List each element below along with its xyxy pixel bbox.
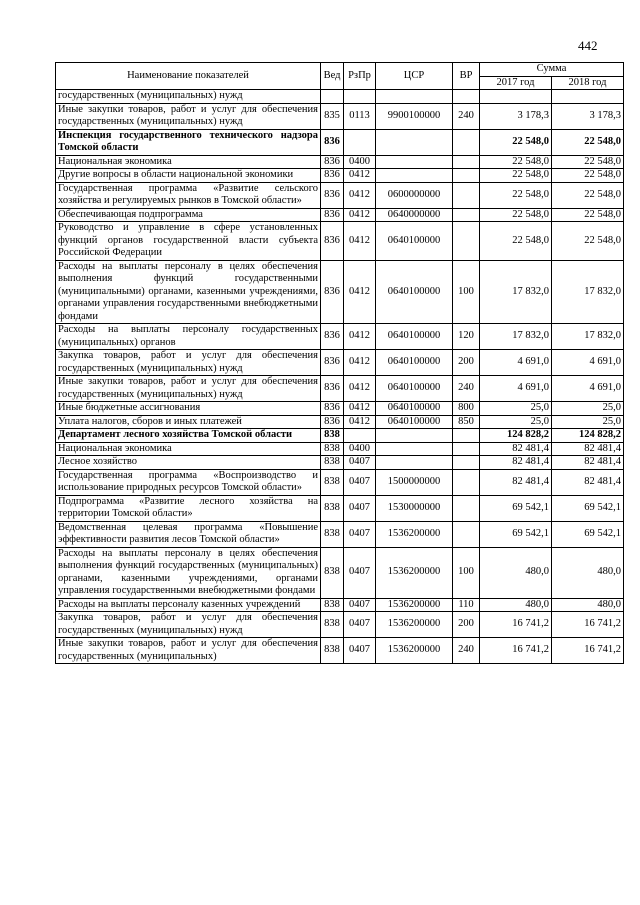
row-sum-2017-cell: 4 691,0 bbox=[480, 350, 552, 376]
row-sum-2017-cell: 3 178,3 bbox=[480, 103, 552, 129]
row-vr-cell bbox=[453, 521, 480, 547]
row-rzpr-cell: 0412 bbox=[344, 402, 376, 416]
row-sum-2017-cell: 124 828,2 bbox=[480, 429, 552, 443]
row-name-cell: Иные закупки товаров, работ и услуг для обеспечения государственных (муниципальных) нужд bbox=[56, 103, 321, 129]
row-rzpr-cell bbox=[344, 129, 376, 155]
row-vr-cell: 200 bbox=[453, 350, 480, 376]
row-sum-2018-cell: 22 548,0 bbox=[552, 155, 624, 169]
row-csr-cell: 1536200000 bbox=[376, 547, 453, 598]
row-csr-cell bbox=[376, 155, 453, 169]
row-rzpr-cell: 0412 bbox=[344, 208, 376, 222]
row-sum-2018-cell: 17 832,0 bbox=[552, 324, 624, 350]
row-ved-cell: 836 bbox=[321, 376, 344, 402]
row-sum-2018-cell: 3 178,3 bbox=[552, 103, 624, 129]
row-vr-cell bbox=[453, 469, 480, 495]
row-vr-cell: 100 bbox=[453, 547, 480, 598]
row-name-cell: Другие вопросы в области национальной экономики bbox=[56, 169, 321, 183]
table-row bbox=[56, 182, 624, 208]
row-name-cell: Руководство и управление в сфере установленных функций органов государственной власти субъекта Российской Федерации bbox=[56, 222, 321, 261]
row-sum-2018-cell: 22 548,0 bbox=[552, 169, 624, 183]
row-ved-cell: 836 bbox=[321, 324, 344, 350]
row-rzpr-cell: 0407 bbox=[344, 495, 376, 521]
row-vr-cell bbox=[453, 129, 480, 155]
table-row bbox=[56, 612, 624, 638]
header-year-2017: 2017 год bbox=[480, 76, 552, 90]
row-csr-cell: 0640100000 bbox=[376, 350, 453, 376]
table-row bbox=[56, 402, 624, 416]
row-rzpr-cell: 0407 bbox=[344, 612, 376, 638]
row-sum-2018-cell: 82 481,4 bbox=[552, 469, 624, 495]
table-row bbox=[56, 415, 624, 429]
row-sum-2017-cell: 17 832,0 bbox=[480, 260, 552, 324]
row-sum-2018-cell: 480,0 bbox=[552, 547, 624, 598]
row-sum-2017-cell: 4 691,0 bbox=[480, 376, 552, 402]
row-ved-cell: 838 bbox=[321, 547, 344, 598]
row-rzpr-cell bbox=[344, 429, 376, 443]
table-row bbox=[56, 469, 624, 495]
row-rzpr-cell: 0407 bbox=[344, 638, 376, 664]
row-sum-2018-cell bbox=[552, 90, 624, 104]
row-sum-2018-cell: 22 548,0 bbox=[552, 208, 624, 222]
table-row bbox=[56, 495, 624, 521]
row-vr-cell bbox=[453, 456, 480, 470]
row-csr-cell: 0640100000 bbox=[376, 324, 453, 350]
table-row bbox=[56, 129, 624, 155]
row-sum-2018-cell: 17 832,0 bbox=[552, 260, 624, 324]
table-row bbox=[56, 429, 624, 443]
header-sum: Сумма bbox=[480, 63, 624, 77]
row-sum-2018-cell: 69 542,1 bbox=[552, 521, 624, 547]
row-ved-cell: 835 bbox=[321, 103, 344, 129]
header-rzpr: РзПр bbox=[344, 63, 376, 90]
header-name: Наименование показателей bbox=[56, 63, 321, 90]
row-name-cell: Государственная программа «Развитие сельского хозяйства и регулируемых рынков в Томской области» bbox=[56, 182, 321, 208]
row-vr-cell: 240 bbox=[453, 376, 480, 402]
row-ved-cell: 836 bbox=[321, 222, 344, 261]
row-ved-cell: 836 bbox=[321, 415, 344, 429]
row-csr-cell: 0600000000 bbox=[376, 182, 453, 208]
table-row bbox=[56, 598, 624, 612]
row-csr-cell: 0640100000 bbox=[376, 402, 453, 416]
row-ved-cell: 836 bbox=[321, 208, 344, 222]
row-sum-2018-cell: 69 542,1 bbox=[552, 495, 624, 521]
row-sum-2017-cell: 22 548,0 bbox=[480, 129, 552, 155]
table-row bbox=[56, 222, 624, 261]
row-ved-cell: 838 bbox=[321, 521, 344, 547]
row-sum-2018-cell: 25,0 bbox=[552, 415, 624, 429]
row-vr-cell bbox=[453, 90, 480, 104]
row-sum-2017-cell: 25,0 bbox=[480, 415, 552, 429]
row-ved-cell: 836 bbox=[321, 129, 344, 155]
row-sum-2017-cell: 22 548,0 bbox=[480, 208, 552, 222]
table-row bbox=[56, 103, 624, 129]
row-vr-cell: 240 bbox=[453, 638, 480, 664]
row-ved-cell: 836 bbox=[321, 350, 344, 376]
row-vr-cell: 800 bbox=[453, 402, 480, 416]
row-ved-cell: 836 bbox=[321, 169, 344, 183]
row-sum-2018-cell: 82 481,4 bbox=[552, 442, 624, 456]
header-csr: ЦСР bbox=[376, 63, 453, 90]
row-sum-2017-cell: 69 542,1 bbox=[480, 521, 552, 547]
row-ved-cell: 836 bbox=[321, 260, 344, 324]
table-row bbox=[56, 547, 624, 598]
row-sum-2017-cell: 82 481,4 bbox=[480, 442, 552, 456]
row-vr-cell bbox=[453, 442, 480, 456]
row-csr-cell: 1536200000 bbox=[376, 638, 453, 664]
row-rzpr-cell: 0412 bbox=[344, 182, 376, 208]
row-csr-cell: 1500000000 bbox=[376, 469, 453, 495]
row-vr-cell bbox=[453, 222, 480, 261]
row-name-cell: Обеспечивающая подпрограмма bbox=[56, 208, 321, 222]
row-sum-2017-cell: 69 542,1 bbox=[480, 495, 552, 521]
row-sum-2018-cell: 4 691,0 bbox=[552, 376, 624, 402]
row-rzpr-cell: 0412 bbox=[344, 260, 376, 324]
row-ved-cell: 838 bbox=[321, 429, 344, 443]
row-sum-2017-cell: 82 481,4 bbox=[480, 469, 552, 495]
row-sum-2018-cell: 16 741,2 bbox=[552, 612, 624, 638]
row-ved-cell: 836 bbox=[321, 402, 344, 416]
row-name-cell: Расходы на выплаты персоналу государственных (муниципальных) органов bbox=[56, 324, 321, 350]
table-header bbox=[56, 63, 624, 90]
table-row bbox=[56, 638, 624, 664]
table-row bbox=[56, 208, 624, 222]
row-csr-cell bbox=[376, 429, 453, 443]
row-csr-cell bbox=[376, 456, 453, 470]
row-ved-cell: 838 bbox=[321, 598, 344, 612]
row-rzpr-cell: 0113 bbox=[344, 103, 376, 129]
row-sum-2017-cell: 25,0 bbox=[480, 402, 552, 416]
row-name-cell: Национальная экономика bbox=[56, 442, 321, 456]
row-rzpr-cell: 0407 bbox=[344, 469, 376, 495]
row-csr-cell: 0640100000 bbox=[376, 376, 453, 402]
page-number: 442 bbox=[578, 38, 598, 53]
row-rzpr-cell: 0400 bbox=[344, 155, 376, 169]
table-row bbox=[56, 456, 624, 470]
row-name-cell: Расходы на выплаты персоналу казенных учреждений bbox=[56, 598, 321, 612]
row-rzpr-cell: 0412 bbox=[344, 415, 376, 429]
row-name-cell: Иные закупки товаров, работ и услуг для обеспечения государственных (муниципальных) bbox=[56, 638, 321, 664]
table-row bbox=[56, 90, 624, 104]
row-csr-cell: 0640000000 bbox=[376, 208, 453, 222]
row-csr-cell: 1536200000 bbox=[376, 521, 453, 547]
row-rzpr-cell: 0407 bbox=[344, 547, 376, 598]
row-name-cell: Инспекция государственного технического надзора Томской области bbox=[56, 129, 321, 155]
row-rzpr-cell: 0407 bbox=[344, 598, 376, 612]
row-name-cell: Подпрограмма «Развитие лесного хозяйства на территории Томской области» bbox=[56, 495, 321, 521]
row-vr-cell: 110 bbox=[453, 598, 480, 612]
row-rzpr-cell: 0400 bbox=[344, 442, 376, 456]
row-sum-2018-cell: 22 548,0 bbox=[552, 182, 624, 208]
row-ved-cell: 838 bbox=[321, 495, 344, 521]
row-sum-2018-cell: 82 481,4 bbox=[552, 456, 624, 470]
table-row bbox=[56, 376, 624, 402]
row-csr-cell bbox=[376, 169, 453, 183]
row-sum-2017-cell: 22 548,0 bbox=[480, 155, 552, 169]
row-csr-cell: 0640100000 bbox=[376, 260, 453, 324]
row-csr-cell: 0640100000 bbox=[376, 222, 453, 261]
row-ved-cell: 838 bbox=[321, 638, 344, 664]
row-rzpr-cell: 0407 bbox=[344, 521, 376, 547]
table-row bbox=[56, 260, 624, 324]
row-name-cell: Государственная программа «Воспроизводство и использование природных ресурсов Томской области» bbox=[56, 469, 321, 495]
row-sum-2018-cell: 480,0 bbox=[552, 598, 624, 612]
row-sum-2017-cell: 22 548,0 bbox=[480, 169, 552, 183]
row-sum-2017-cell: 480,0 bbox=[480, 598, 552, 612]
budget-table bbox=[55, 62, 624, 664]
header-vr: ВР bbox=[453, 63, 480, 90]
row-vr-cell bbox=[453, 208, 480, 222]
row-csr-cell: 1536200000 bbox=[376, 598, 453, 612]
row-name-cell: Национальная экономика bbox=[56, 155, 321, 169]
row-vr-cell: 200 bbox=[453, 612, 480, 638]
row-name-cell: государственных (муниципальных) нужд bbox=[56, 90, 321, 104]
row-vr-cell bbox=[453, 495, 480, 521]
row-rzpr-cell: 0407 bbox=[344, 456, 376, 470]
table-row bbox=[56, 350, 624, 376]
row-sum-2018-cell: 16 741,2 bbox=[552, 638, 624, 664]
row-vr-cell: 850 bbox=[453, 415, 480, 429]
row-ved-cell: 838 bbox=[321, 442, 344, 456]
row-sum-2018-cell: 22 548,0 bbox=[552, 129, 624, 155]
row-sum-2018-cell: 4 691,0 bbox=[552, 350, 624, 376]
row-ved-cell: 836 bbox=[321, 155, 344, 169]
row-sum-2017-cell: 16 741,2 bbox=[480, 612, 552, 638]
row-sum-2018-cell: 124 828,2 bbox=[552, 429, 624, 443]
table-row bbox=[56, 169, 624, 183]
row-sum-2017-cell: 480,0 bbox=[480, 547, 552, 598]
row-rzpr-cell: 0412 bbox=[344, 324, 376, 350]
row-sum-2017-cell: 22 548,0 bbox=[480, 182, 552, 208]
row-ved-cell bbox=[321, 90, 344, 104]
row-name-cell: Закупка товаров, работ и услуг для обеспечения государственных (муниципальных) нужд bbox=[56, 350, 321, 376]
row-sum-2017-cell: 17 832,0 bbox=[480, 324, 552, 350]
row-rzpr-cell: 0412 bbox=[344, 169, 376, 183]
row-ved-cell: 838 bbox=[321, 469, 344, 495]
header-year-2018: 2018 год bbox=[552, 76, 624, 90]
row-vr-cell bbox=[453, 169, 480, 183]
table-row bbox=[56, 521, 624, 547]
row-rzpr-cell bbox=[344, 90, 376, 104]
row-ved-cell: 838 bbox=[321, 456, 344, 470]
row-name-cell: Лесное хозяйство bbox=[56, 456, 321, 470]
row-sum-2017-cell: 82 481,4 bbox=[480, 456, 552, 470]
row-vr-cell: 120 bbox=[453, 324, 480, 350]
row-vr-cell: 100 bbox=[453, 260, 480, 324]
row-sum-2018-cell: 22 548,0 bbox=[552, 222, 624, 261]
row-ved-cell: 836 bbox=[321, 182, 344, 208]
table-row bbox=[56, 155, 624, 169]
row-vr-cell: 240 bbox=[453, 103, 480, 129]
row-vr-cell bbox=[453, 182, 480, 208]
row-sum-2018-cell: 25,0 bbox=[552, 402, 624, 416]
row-sum-2017-cell: 16 741,2 bbox=[480, 638, 552, 664]
row-name-cell: Уплата налогов, сборов и иных платежей bbox=[56, 415, 321, 429]
row-name-cell: Расходы на выплаты персоналу в целях обеспечения выполнения функций государственными (муниципальными) органами, казенными учреждениями, органами управления государственными внебюджетными фондами bbox=[56, 260, 321, 324]
row-name-cell: Иные закупки товаров, работ и услуг для обеспечения государственных (муниципальных) нужд bbox=[56, 376, 321, 402]
row-csr-cell: 9900100000 bbox=[376, 103, 453, 129]
row-csr-cell bbox=[376, 442, 453, 456]
row-csr-cell: 1536200000 bbox=[376, 612, 453, 638]
table-body bbox=[56, 90, 624, 664]
row-sum-2017-cell bbox=[480, 90, 552, 104]
row-csr-cell bbox=[376, 90, 453, 104]
row-name-cell: Департамент лесного хозяйства Томской области bbox=[56, 429, 321, 443]
row-sum-2017-cell: 22 548,0 bbox=[480, 222, 552, 261]
row-rzpr-cell: 0412 bbox=[344, 222, 376, 261]
row-name-cell: Иные бюджетные ассигнования bbox=[56, 402, 321, 416]
row-name-cell: Закупка товаров, работ и услуг для обеспечения государственных (муниципальных) нужд bbox=[56, 612, 321, 638]
row-vr-cell bbox=[453, 429, 480, 443]
table-row bbox=[56, 442, 624, 456]
row-csr-cell bbox=[376, 129, 453, 155]
table-row bbox=[56, 324, 624, 350]
row-csr-cell: 0640100000 bbox=[376, 415, 453, 429]
row-vr-cell bbox=[453, 155, 480, 169]
row-rzpr-cell: 0412 bbox=[344, 376, 376, 402]
header-ved: Вед bbox=[321, 63, 344, 90]
row-rzpr-cell: 0412 bbox=[344, 350, 376, 376]
row-ved-cell: 838 bbox=[321, 612, 344, 638]
row-name-cell: Ведомственная целевая программа «Повышение эффективности развития лесов Томской области» bbox=[56, 521, 321, 547]
row-name-cell: Расходы на выплаты персоналу в целях обеспечения выполнения функций государственных (муниципальных) органами, казенными учреждениями, органами управления государственными внебюджетными фондами bbox=[56, 547, 321, 598]
row-csr-cell: 1530000000 bbox=[376, 495, 453, 521]
